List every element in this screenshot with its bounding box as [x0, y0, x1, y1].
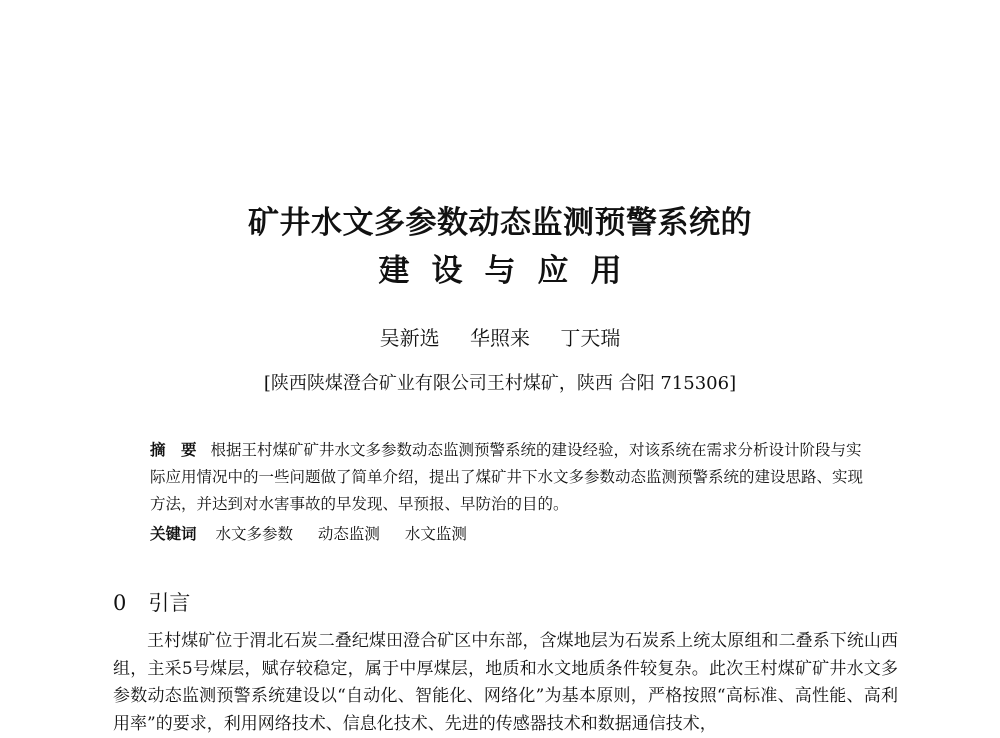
section-number: 0	[113, 591, 127, 615]
author-name: 华照来	[470, 326, 530, 350]
author-name: 吴新选	[379, 326, 440, 350]
keyword: 水文多参数	[215, 525, 293, 543]
paper-title-line-1: 矿井水文多参数动态监测预警系统的	[248, 205, 752, 241]
paper-title-line-2: 建设与应用	[378, 253, 644, 289]
keywords-label: 关键词	[150, 525, 197, 543]
body-paragraph: 王村煤矿位于渭北石炭二叠纪煤田澄合矿区中东部，含煤地层为石炭系上统太原组和二叠系下统山西组，主采5号煤层，赋存较稳定，属于中厚煤层，地质和水文地质条件较复杂。此次王村煤矿矿井水文多参数动态监测预警系统建设以“自动化、智能化、网络化”为基本原则，严格按照“高标准、高性能、高利用率”的要求，利用网络技术、信息化技术、先进的传感器技术和数据通信技术，	[113, 631, 898, 734]
abstract-label: 摘 要	[150, 441, 197, 459]
author-list	[0, 324, 1000, 352]
keyword: 水文监测	[404, 525, 467, 543]
section-heading	[113, 588, 190, 618]
keyword: 动态监测	[317, 525, 380, 543]
abstract-text: 根据王村煤矿矿井水文多参数动态监测预警系统的建设经验，对该系统在需求分析设计阶段与实际应用情况中的一些问题做了简单介绍，提出了煤矿井下水文多参数动态监测预警系统的建设思路、实现方法，并达到对水害事故的早发现、早预报、早防治的目的。	[150, 441, 864, 513]
affiliation: [陕西陕煤澄合矿业有限公司王村煤矿，陕西 合阳 715306]	[263, 373, 737, 394]
keywords	[150, 521, 487, 548]
abstract	[150, 437, 870, 518]
section-title: 引言	[148, 591, 191, 615]
author-name: 丁天瑞	[560, 326, 621, 350]
